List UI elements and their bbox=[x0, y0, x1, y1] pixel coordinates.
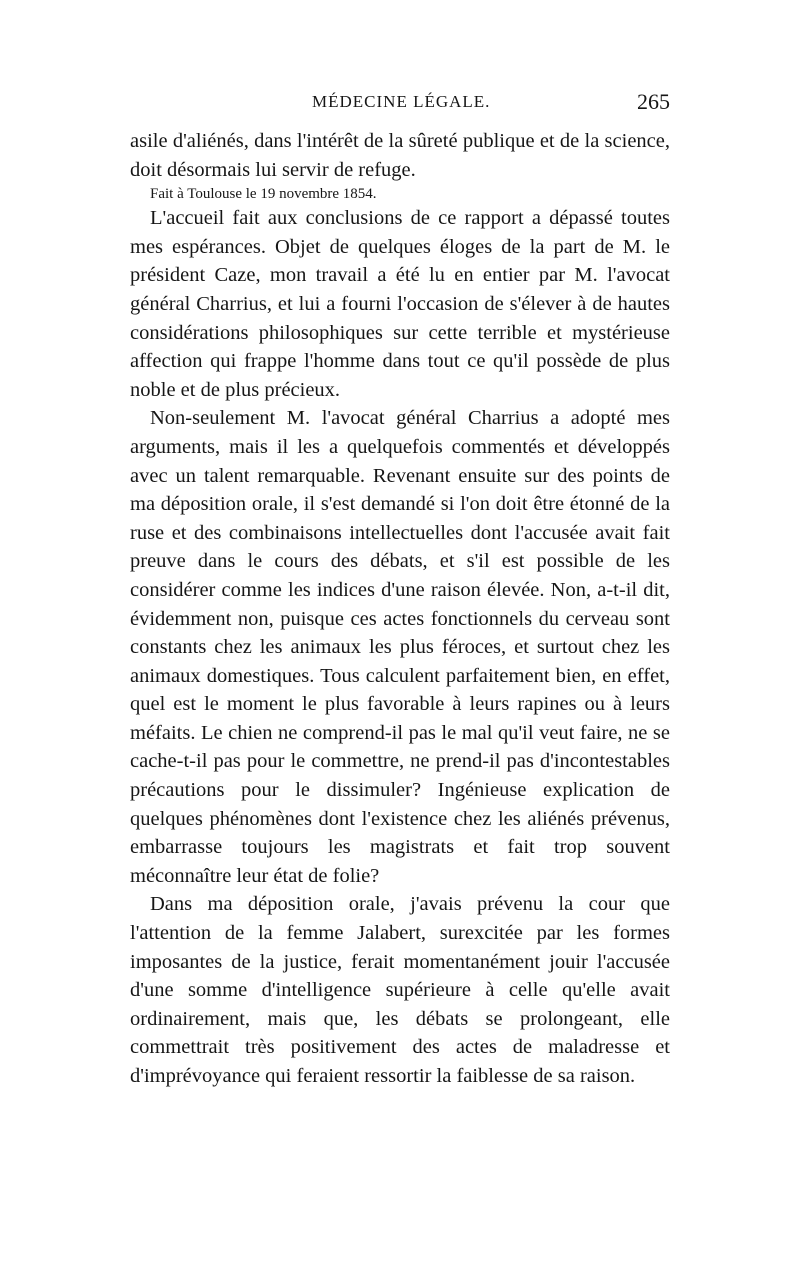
signature-line: Fait à Toulouse le 19 novembre 1854. bbox=[150, 186, 377, 203]
running-head bbox=[130, 89, 670, 122]
continuation-paragraph: asile d'aliénés, dans l'intérêt de la sûreté publique et de la science, doit désormais lui servir de refuge. bbox=[130, 130, 670, 181]
paragraph: L'accueil fait aux conclusions de ce rapport a dépassé toutes mes espérances. Objet de quelques éloges de la part de M. le président Caze, mon travail a été lu en entier par M. l'avocat général Charrius, et lui a fourni l'occasion de s'élever à de hautes considérations philosophiques sur cette terrible et mystérieuse affection qui frappe l'homme dans tout ce qu'il possède de plus noble et de plus précieux. bbox=[130, 207, 670, 401]
paragraph: Non-seulement M. l'avocat général Charrius a adopté mes arguments, mais il les a quelquefois commentés et développés avec un talent remarquable. Revenant ensuite sur des points de ma déposition orale, il s'est demandé si l'on doit être étonné de la ruse et des combinaisons intellectuelles dont l'accusée avait fait preuve dans le cours des débats, et s'il est possible de les considérer comme les indices d'une raison élevée. Non, a-t-il dit, évidemment non, puisque ces actes fonctionnels du cerveau sont constants chez les animaux les plus féroces, et surtout chez les animaux domestiques. Tous calculent parfaitement bien, en effet, quel est le moment le plus favorable à leurs rapines ou à leurs méfaits. Le chien ne comprend-il pas le mal qu'il veut faire, ne se cache-t-il pas pour le commettre, ne prend-il pas d'incontestables précautions pour le dissimuler? Ingénieuse explication de quelques phénomènes dont l'existence chez les aliénés prévenus, embarrasse toujours les magistrats et fait trop souvent méconnaître leur état de folie? bbox=[130, 407, 670, 887]
paragraph: Dans ma déposition orale, j'avais prévenu la cour que l'attention de la femme Jalabert, surexcitée par les formes imposantes de la justice, ferait momentanément jouir l'accusée d'une somme d'intelligence supérieure à celle qu'elle avait ordinairement, mais que, les débats se prolongeant, elle commettrait très positivement des actes de maladresse et d'imprévoyance qui feraient ressortir la faiblesse de sa raison. bbox=[130, 893, 670, 1087]
body-text bbox=[130, 127, 670, 1091]
running-title: MÉDECINE LÉGALE. bbox=[312, 92, 491, 111]
page-number: 265 bbox=[637, 89, 670, 114]
